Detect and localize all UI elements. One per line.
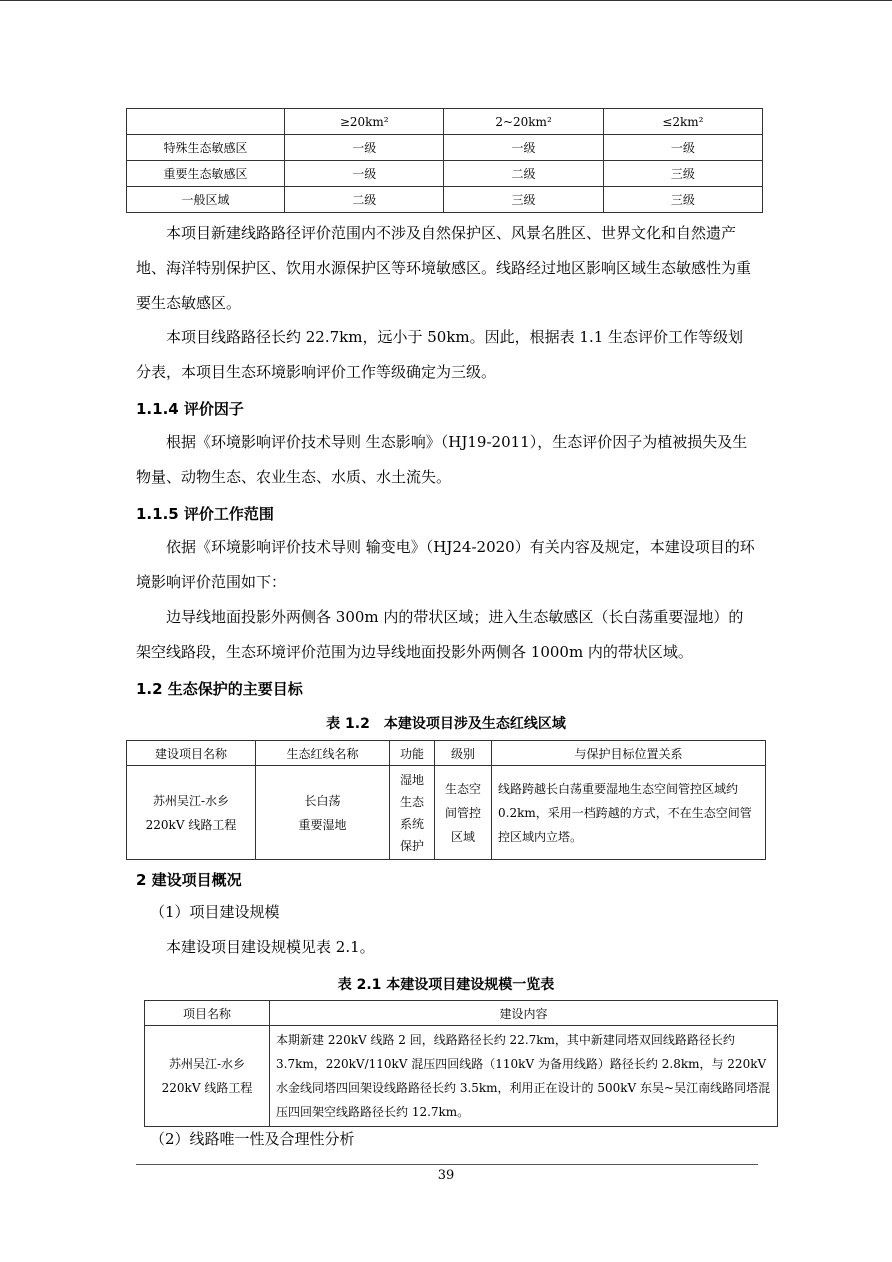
table-row — [127, 135, 763, 161]
section-heading-1-1-5: 1.1.5 评价工作范围 — [136, 505, 274, 523]
table-header-cell: 建设项目名称 — [127, 741, 256, 766]
table-row — [145, 1026, 778, 1127]
table-header-cell: ≥20km² — [285, 109, 444, 135]
table-cell: 特殊生态敏感区 — [127, 135, 285, 161]
table-header-row — [127, 109, 763, 135]
list-item-route — [150, 1122, 772, 1157]
section-heading-2: 2 建设项目概况 — [136, 871, 242, 889]
table-header-cell: ≤2km² — [603, 109, 762, 135]
paragraph-grade — [136, 320, 758, 390]
table-eco-grade — [126, 108, 763, 213]
table-row — [127, 161, 763, 187]
table-redline — [126, 740, 766, 860]
table-row — [127, 766, 766, 860]
table-scale — [144, 1000, 778, 1127]
list-item-text: （1）项目建设规模 — [150, 903, 280, 921]
table-cell: 三级 — [444, 187, 603, 213]
table-cell: 生态空 间管控 区域 — [435, 766, 492, 860]
table-header-cell: 建设内容 — [270, 1001, 778, 1026]
footer-divider — [136, 1164, 758, 1165]
paragraph-scale-ref — [136, 930, 758, 965]
table-cell: 长白荡 重要湿地 — [256, 766, 390, 860]
paragraph-text: 边导线地面投影外两侧各 300m 内的带状区域；进入生态敏感区（长白荡重要湿地）的架空线路段，生态环境评价范围为边导线地面投影外两侧各 1000m 内的带状区域。 — [136, 608, 744, 661]
table-cell: 湿地 生态 系统 保护 — [390, 766, 435, 860]
table-header-cell: 与保护目标位置关系 — [492, 741, 766, 766]
paragraph-sensitivity — [136, 216, 758, 321]
table-header-cell — [127, 109, 285, 135]
table-cell: 三级 — [603, 187, 762, 213]
table-caption-1-2: 表 1.2 本建设项目涉及生态红线区域 — [326, 716, 566, 732]
paragraph-factors — [136, 425, 758, 495]
paragraph-scope-detail — [136, 600, 758, 670]
table-header-cell: 项目名称 — [145, 1001, 270, 1026]
table-cell: 苏州吴江-水乡 220kV 线路工程 — [127, 766, 256, 860]
table-header-cell: 2~20km² — [444, 109, 603, 135]
table-row — [127, 187, 763, 213]
paragraph-text: 本项目线路路径长约 22.7km，远小于 50km。因此，根据表 1.1 生态评价工作等级划分表，本项目生态环境影响评价工作等级确定为三级。 — [136, 328, 744, 381]
table-header-cell: 生态红线名称 — [256, 741, 390, 766]
paragraph-text: 本建设项目建设规模见表 2.1。 — [166, 938, 375, 956]
table-cell: 三级 — [603, 161, 762, 187]
section-heading-1-2: 1.2 生态保护的主要目标 — [136, 680, 303, 698]
table-cell: 苏州吴江-水乡 220kV 线路工程 — [145, 1026, 270, 1127]
paragraph-scope-intro — [136, 530, 758, 600]
table-cell: 二级 — [444, 161, 603, 187]
table-cell: 一级 — [444, 135, 603, 161]
table-header-cell: 级别 — [435, 741, 492, 766]
table-cell: 一级 — [285, 161, 444, 187]
table-cell: 重要生态敏感区 — [127, 161, 285, 187]
paragraph-text: 本项目新建线路路径评价范围内不涉及自然保护区、风景名胜区、世界文化和自然遗产地、海洋特别保护区、饮用水源保护区等环境敏感区。线路经过地区影响区域生态敏感性为重要生态敏感区。 — [136, 224, 752, 312]
page-number: 39 — [437, 1168, 455, 1183]
table-cell: 一级 — [285, 135, 444, 161]
table-cell: 一般区域 — [127, 187, 285, 213]
table-caption-2-1: 表 2.1 本建设项目建设规模一览表 — [337, 977, 555, 993]
table-cell: 二级 — [285, 187, 444, 213]
table-header-cell: 功能 — [390, 741, 435, 766]
page-top-border — [0, 0, 892, 1]
paragraph-text: 根据《环境影响评价技术导则 生态影响》（HJ19-2011），生态评价因子为植被损失及生物量、动物生态、农业生态、水质、水土流失。 — [136, 433, 748, 486]
table-header-row — [127, 741, 766, 766]
table-header-row — [145, 1001, 778, 1026]
section-heading-1-1-4: 1.1.4 评价因子 — [136, 400, 244, 418]
table-cell: 一级 — [603, 135, 762, 161]
list-item-scale — [150, 895, 772, 930]
table-cell: 线路跨越长白荡重要湿地生态空间管控区域约 0.2km，采用一档跨越的方式，不在生态空间管控区域内立塔。 — [492, 766, 766, 860]
paragraph-text: 依据《环境影响评价技术导则 输变电》（HJ24-2020）有关内容及规定，本建设项目的环境影响评价范围如下： — [136, 538, 755, 591]
list-item-text: （2）线路唯一性及合理性分析 — [150, 1130, 355, 1148]
table-cell: 本期新建 220kV 线路 2 回，线路路径长约 22.7km，其中新建同塔双回线路路径长约 3.7km，220kV/110kV 混压四回线路（110kV 为备用线路）路径长约 2.8km，与 220kV 水金线同塔四回架设线路路径长约 3.5km，利用正在设计的 500kV 东吴~吴江南线路同塔混压四回架空线路路径长约 12.7km。 — [270, 1026, 778, 1127]
